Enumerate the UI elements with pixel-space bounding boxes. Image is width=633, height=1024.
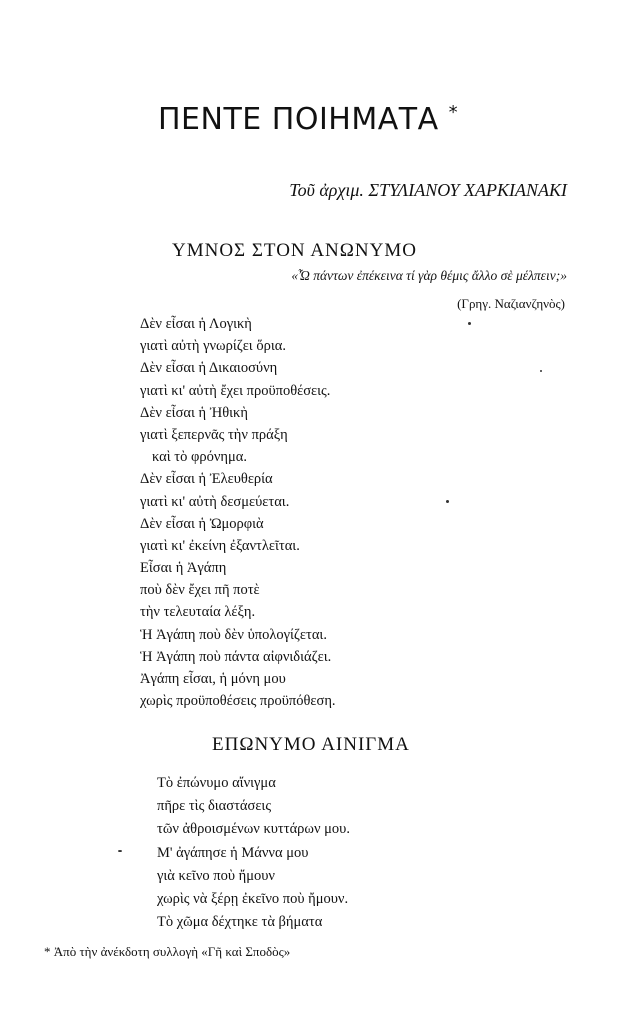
poem-line: Ἡ Ἀγάπη ποὺ πάντα αἰφνιδιάζει. <box>140 648 332 665</box>
poem-line: Δὲν εἶσαι ἡ Ἠθικὴ <box>140 404 248 421</box>
poem2-body <box>157 772 350 934</box>
poem-line: τὴν τελευταία λέξη. <box>140 604 256 621</box>
poem1-epigraph-source: (Γρηγ. Ναζιανζηνὸς) <box>457 296 565 311</box>
poem-line: Τὸ ἐπώνυμο αἴνιγμα <box>157 775 276 791</box>
author-byline: Τοῦ ἀρχιμ. ΣΤΥΛΙΑΝΟΥ ΧΑΡΚΙΑΝΑΚΙ <box>289 180 567 200</box>
poem2-heading: ΕΠΩΝΥΜΟ ΑΙΝΙΓΜΑ <box>212 734 410 755</box>
poem-line: Δὲν εἶσαι ἡ Λογικὴ <box>140 316 252 332</box>
poem1-epigraph: «Ὦ πάντων ἐπέκεινα τί γὰρ θέμις ἄλλο σὲ μέλπειν;» <box>291 268 567 283</box>
poem-line: χωρὶς νὰ ξέρῃ ἐκεῖνο ποὺ ἤμουν. <box>157 890 349 907</box>
poem-line: καὶ τὸ φρόνημα. <box>152 449 247 466</box>
poem-line: γιατὶ κι' αὐτὴ δεσμεύεται. <box>140 493 290 510</box>
poem-line: γιατὶ κι' αὐτὴ ἔχει προϋποθέσεις. <box>140 382 331 399</box>
poem-line: γιὰ κεῖνο ποὺ ἤμουν <box>157 867 275 884</box>
poem-line: Δὲν εἶσαι ἡ Ὠμορφιὰ <box>140 515 264 532</box>
poem1-heading: ΥΜΝΟΣ ΣΤΟΝ ΑΝΩΝΥΜΟ <box>172 240 417 261</box>
poem-line: Εἶσαι ἡ Ἀγάπη <box>140 560 227 577</box>
poem-line: Ἡ Ἀγάπη ποὺ δὲν ὑπολογίζεται. <box>140 626 327 643</box>
poem-line: Δὲν εἶσαι ἡ Δικαιοσύνη <box>140 360 278 377</box>
poem-line: γιατὶ αὐτὴ γνωρίζει ὅρια. <box>140 338 286 355</box>
poem-line: τῶν ἀθροισμένων κυττάρων μου. <box>157 821 350 838</box>
poem-line: γιατὶ κι' ἐκείνη ἐξαντλεῖται. <box>140 537 300 554</box>
page-title-text: ΠΕΝΤΕ ΠΟΙΗΜΑΤΑ <box>158 102 439 137</box>
poem-line: Τὸ χῶμα δέχτηκε τὰ βήματα <box>157 914 323 931</box>
poem1-body <box>140 313 336 712</box>
footnote-marker: * <box>448 102 459 123</box>
poem-line: Ἀγάπη εἶσαι, ἡ μόνη μου <box>140 671 286 687</box>
footnote: * Ἀπὸ τὴν ἀνέκδοτη συλλογὴ «Γῆ καὶ Σποδὸς» <box>44 944 291 959</box>
print-speck <box>118 850 122 852</box>
poem-line: γιατὶ ξεπερνᾶς τὴν πράξη <box>140 426 288 443</box>
poem-line: ποὺ δὲν ἔχει πῆ ποτὲ <box>140 582 260 599</box>
print-speck <box>540 370 542 372</box>
poem-line: Δὲν εἶσαι ἡ Ἐλευθερία <box>140 471 273 488</box>
page-title <box>158 102 458 137</box>
poem-line: πῆρε τὶς διαστάσεις <box>157 798 272 815</box>
print-speck <box>468 322 471 325</box>
poem-line: Μ' ἀγάπησε ἡ Μάννα μου <box>157 844 309 861</box>
print-speck <box>446 500 449 503</box>
poem-line: χωρὶς προϋποθέσεις προϋπόθεση. <box>140 693 336 710</box>
